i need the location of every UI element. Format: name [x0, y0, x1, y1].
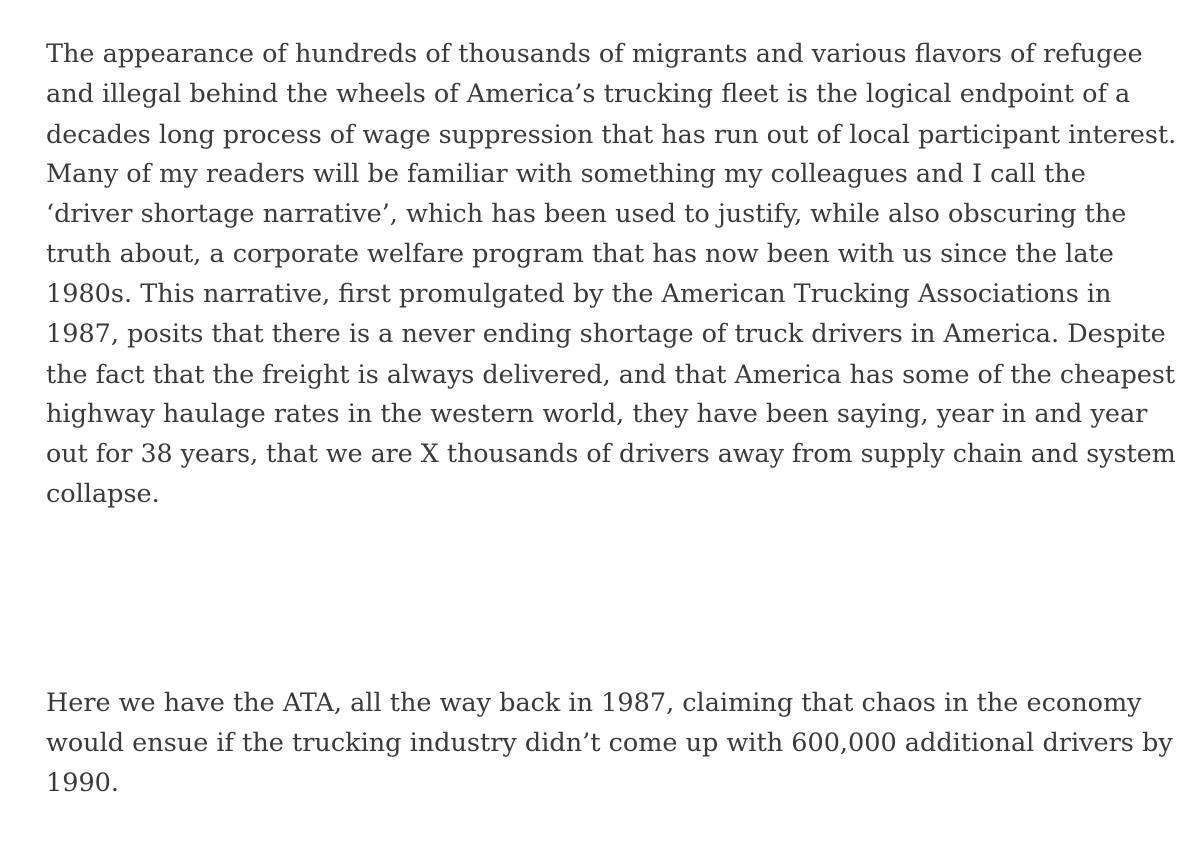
text-line: truth about, a corporate welfare program that has now been with us since the late [46, 239, 1114, 269]
text-line: and illegal behind the wheels of America’s trucking fleet is the logical endpoint of a [46, 79, 1131, 109]
text-line: 1987, posits that there is a never ending shortage of truck drivers in America. Despite [46, 319, 1166, 349]
paragraph-driver-shortage-narrative [46, 34, 1176, 514]
text-line: Many of my readers will be familiar with something my colleagues and I call the [46, 159, 1086, 189]
text-line: ‘driver shortage narrative’, which has been used to justify, while also obscuring the [46, 199, 1127, 229]
text-line: collapse. [46, 479, 160, 509]
text-line: highway haulage rates in the western world, they have been saying, year in and year [46, 399, 1148, 429]
text-line: would ensue if the trucking industry didn’t come up with 600,000 additional drivers by [46, 728, 1173, 758]
text-line: 1980s. This narrative, first promulgated by the American Trucking Associations in [46, 279, 1112, 309]
text-line: The appearance of hundreds of thousands of migrants and various flavors of refugee [46, 39, 1143, 69]
text-line: decades long process of wage suppression that has run out of local participant interest. [46, 119, 1177, 149]
paragraph-ata-1987-claim [46, 683, 1173, 803]
text-line: out for 38 years, that we are X thousands of drivers away from supply chain and system [46, 439, 1176, 468]
text-line: Here we have the ATA, all the way back in 1987, claiming that chaos in the economy [46, 688, 1142, 718]
text-line: the fact that the freight is always delivered, and that America has some of the cheapest [46, 359, 1176, 389]
text-line: 1990. [46, 768, 120, 798]
